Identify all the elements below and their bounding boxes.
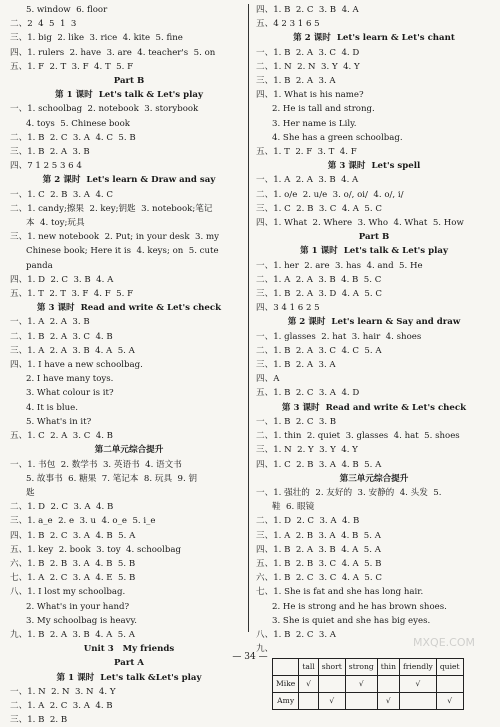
answer-line: 本 4. toy;玩具 <box>26 218 85 229</box>
answer-line: 二、1. A 2. A 3. B 4. B 5. C <box>256 274 382 285</box>
answer-line: 三、1. A 2. A 3. B 4. A 5. A <box>10 345 135 356</box>
answer-line: 三、1. B 2. A 3. B <box>10 147 90 158</box>
answer-line: 九、 <box>256 644 274 655</box>
answer-line: 六、1. B 2. C 3. C 4. A 5. C <box>256 573 382 584</box>
answer-line: 三、1. new notebook 2. Put; in your desk 3. my <box>10 232 219 243</box>
answer-line: 七、1. A 2. C 3. A 4. E 5. B <box>10 573 136 584</box>
answer-line: 四、1. B 2. C 3. A 4. B 5. A <box>10 530 136 541</box>
table-row <box>273 693 464 710</box>
table-cell <box>345 693 377 710</box>
answer-line: 4. It is blue. <box>26 402 79 413</box>
page-number: — 34 — <box>232 652 268 662</box>
answer-line: 五、1. B 2. C 3. A 4. D <box>256 388 360 399</box>
section-heading: Part A <box>114 658 144 669</box>
answer-line: 鞋 6. 眼镜 <box>272 502 315 513</box>
answer-line: 5. 故事书 6. 糖果 7. 笔记本 8. 玩具 9. 钥 <box>26 473 198 484</box>
watermark-logo <box>396 608 492 652</box>
table-cell: tall <box>299 659 318 676</box>
answer-line: 八、1. B 2. C 3. A <box>256 629 337 640</box>
answer-line: 一、1. N 2. N 3. N 4. Y <box>10 686 116 697</box>
answer-line: 四、1. B 2. A 3. B 4. A 5. A <box>256 544 381 555</box>
answer-line: 一、1. B 2. C 3. B <box>256 416 337 427</box>
table-row <box>273 676 464 693</box>
section-heading: 第二单元综合提升 <box>94 445 164 456</box>
answer-line: Chinese book; Here it is 4. keys; on 5. cute <box>26 246 219 257</box>
answer-line: 五、1. B 2. B 3. C 4. A 5. B <box>256 558 382 569</box>
answer-line: 五、1. T 2. T 3. F 4. F 5. F <box>10 289 134 300</box>
section-heading: 第 3 课时 Read and write & Let's check <box>36 303 222 314</box>
table-cell <box>377 676 399 693</box>
table-cell: √ <box>318 693 345 710</box>
answer-line: 一、1. her 2. are 3. has 4. and 5. He <box>256 260 423 271</box>
answer-line: 3. What colour is it? <box>26 388 114 399</box>
answer-line: 三、1. C 2. B 3. C 4. A 5. C <box>256 203 382 214</box>
table-cell <box>436 676 463 693</box>
section-heading: 第三单元综合提升 <box>339 473 409 484</box>
answer-line: 2. What's in your hand? <box>26 601 130 612</box>
section-heading: 第 1 课时 Let's talk &Let's play <box>56 672 202 683</box>
section-heading: 第 1 课时 Let's talk & Let's play <box>55 90 203 101</box>
answer-line: 四、1. What 2. Where 3. Who 4. What 5. How <box>256 218 464 229</box>
answer-line: 2. He is tall and strong. <box>272 104 375 115</box>
answer-line: 一、1. 书包 2. 数学书 3. 英语书 4. 语文书 <box>10 459 182 470</box>
table-cell <box>318 676 345 693</box>
answer-line: 五、1. T 2. F 3. T 4. F <box>256 147 357 158</box>
answer-line: 三、1. big 2. like 3. rice 4. kite 5. fine <box>10 33 183 44</box>
answer-line: 匙 <box>26 487 35 498</box>
answer-line: 5. What's in it? <box>26 416 92 427</box>
table-cell: √ <box>299 676 318 693</box>
section-heading: 第 3 课时 Let's spell <box>327 161 421 172</box>
table-cell: Amy <box>273 693 299 710</box>
section-heading: 第 2 课时 Let's learn & Say and draw <box>287 317 461 328</box>
answer-line: 五、1. C 2. A 3. C 4. B <box>10 431 113 442</box>
answer-line: 3. My schoolbag is heavy. <box>26 615 137 626</box>
answer-line: 三、1. B 2. A 3. A <box>256 360 336 371</box>
left-column <box>10 3 248 727</box>
answer-line: 六、1. B 2. B 3. A 4. B 5. B <box>10 558 136 569</box>
table-cell: √ <box>377 693 399 710</box>
answer-line: 二、1. thin 2. quiet 3. glasses 4. hat 5. shoes <box>256 431 460 442</box>
table-cell: √ <box>399 676 436 693</box>
answer-line: 二、1. o/e 2. u/e 3. o/, oi/ 4. o/, i/ <box>256 189 404 200</box>
answer-line: 二、1. N 2. N 3. Y 4. Y <box>256 61 360 72</box>
answer-line: 五、1. key 2. book 3. toy 4. schoolbag <box>10 544 181 555</box>
answer-line: 四、7 1 2 5 3 6 4 <box>10 161 82 172</box>
answer-line: 二、1. candy;擦果 2. key;钥匙 3. notebook;笔记 <box>10 203 213 214</box>
table-cell: quiet <box>436 659 463 676</box>
table-cell <box>399 693 436 710</box>
answer-line: 二、1. D 2. C 3. A 4. B <box>256 516 360 527</box>
answer-line: 三、1. B 2. A 3. A <box>256 76 336 87</box>
table-cell: √ <box>436 693 463 710</box>
answer-line: 三、1. A 2. B 3. A 4. B 5. A <box>256 530 381 541</box>
answer-line: 2. He is strong and he has brown shoes. <box>272 601 447 612</box>
table-cell: √ <box>345 676 377 693</box>
answer-line: 一、1. glasses 2. hat 3. hair 4. shoes <box>256 331 422 342</box>
answer-line: 一、1. schoolbag 2. notebook 3. storybook <box>10 104 199 115</box>
section-heading: Part B <box>113 76 145 87</box>
section-heading: 第 1 课时 Let's talk & Let's play <box>300 246 448 257</box>
table-cell: strong <box>345 659 377 676</box>
answer-line: 九、1. B 2. A 3. B 4. A 5. A <box>10 629 135 640</box>
table-cell: friendly <box>399 659 436 676</box>
answer-line: 四、1. rulers 2. have 3. are 4. teacher's 5. on <box>10 47 216 58</box>
answer-line: 八、1. I lost my schoolbag. <box>10 587 126 598</box>
trait-table <box>272 658 464 710</box>
answer-line: 5. window 6. floor <box>26 5 108 15</box>
answer-line: 四、3 4 1 6 2 5 <box>256 303 320 314</box>
answer-line: panda <box>26 260 53 271</box>
answer-line: 一、1. C 2. B 3. A 4. C <box>10 189 113 200</box>
answer-line: 四、A <box>256 374 280 385</box>
table-cell: Mike <box>273 676 299 693</box>
section-heading: 第 3 课时 Read and write & Let's check <box>281 402 467 413</box>
section-heading: Part B <box>358 232 390 243</box>
answer-line: 4. toys 5. Chinese book <box>26 118 130 129</box>
answer-line: 一、1. A 2. A 3. B 4. A <box>256 175 359 186</box>
answer-line: 四、1. B 2. C 3. B 4. A <box>256 5 359 15</box>
answer-line: 四、1. What is his name? <box>256 90 364 101</box>
answer-line: 一、1. 强壮的 2. 友好的 3. 安静的 4. 头发 5. <box>256 487 442 498</box>
answer-line: 二、1. A 2. C 3. A 4. B <box>10 700 113 711</box>
answer-line: 二、1. B 2. A 3. C 4. C 5. A <box>256 345 382 356</box>
answer-line: 一、1. B 2. A 3. C 4. D <box>256 47 360 58</box>
answer-line: 二、2 4 5 1 3 <box>10 19 77 30</box>
table-cell: short <box>318 659 345 676</box>
answer-line: 3. Her name is Lily. <box>272 118 357 129</box>
answer-line: 二、1. B 2. C 3. A 4. C 5. B <box>10 132 136 143</box>
answer-line: 七、1. She is fat and she has long hair. <box>256 587 424 598</box>
answer-line: 五、4 2 3 1 6 5 <box>256 19 320 30</box>
answer-line: 二、1. B 2. A 3. C 4. B <box>10 331 113 342</box>
answer-line: 三、1. N 2. Y 3. Y 4. Y <box>256 445 358 456</box>
answer-line: 三、1. B 2. A 3. D 4. A 5. C <box>256 289 382 300</box>
watermark-text: MXQE.COM <box>413 636 475 649</box>
answer-line: 四、1. C 2. B 3. A 4. B 5. A <box>256 459 382 470</box>
answer-line: 五、1. F 2. T 3. F 4. T 5. F <box>10 61 134 72</box>
answer-line: 四、1. I have a new schoolbag. <box>10 360 143 371</box>
column-divider <box>248 4 249 632</box>
answer-line: 4. She has a green schoolbag. <box>272 132 403 143</box>
answer-line: 二、1. D 2. C 3. A 4. B <box>10 502 114 513</box>
answer-line: 三、1. B 2. B <box>10 715 68 726</box>
answer-line: 2. I have many toys. <box>26 374 114 385</box>
table-cell: thin <box>377 659 399 676</box>
right-column <box>256 3 492 710</box>
answer-line: 三、1. a_e 2. e 3. u 4. o_e 5. i_e <box>10 516 156 527</box>
table-cell <box>299 693 318 710</box>
section-heading: Unit 3 My friends <box>83 644 175 655</box>
section-heading: 第 2 课时 Let's learn & Draw and say <box>42 175 216 186</box>
section-heading: 第 2 课时 Let's learn & Let's chant <box>293 33 455 44</box>
answer-line: 3. She is quiet and she has big eyes. <box>272 615 431 626</box>
answer-line: 四、1. D 2. C 3. B 4. A <box>10 274 114 285</box>
answer-line: 一、1. A 2. A 3. B <box>10 317 90 328</box>
